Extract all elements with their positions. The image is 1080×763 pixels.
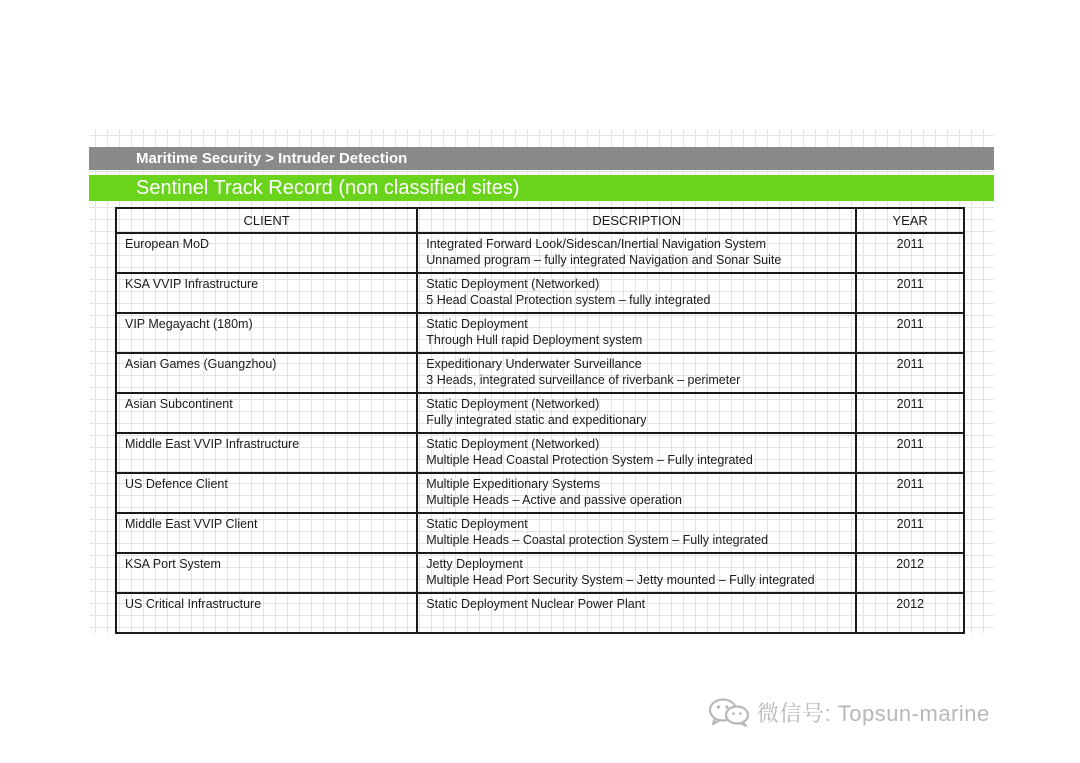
table-row xyxy=(116,593,964,633)
column-header-client: CLIENT xyxy=(116,208,417,233)
watermark xyxy=(707,695,990,729)
description-line: Multiple Expeditionary Systems xyxy=(426,477,600,491)
track-record-table xyxy=(115,207,965,634)
column-header-year: YEAR xyxy=(856,208,964,233)
table-row xyxy=(116,273,964,313)
client-cell: European MoD xyxy=(116,233,417,273)
description-line: Multiple Heads – Coastal protection System – Fully integrated xyxy=(426,533,769,547)
description-cell xyxy=(417,433,856,473)
description-cell xyxy=(417,233,856,273)
description-cell xyxy=(417,273,856,313)
page-title: Sentinel Track Record (non classified sites) xyxy=(89,175,994,201)
description-line: Integrated Forward Look/Sidescan/Inertial Navigation System xyxy=(426,237,767,251)
description-line: Multiple Head Port Security System – Jetty mounted – Fully integrated xyxy=(426,573,815,587)
description-line: Static Deployment Nuclear Power Plant xyxy=(426,597,646,611)
description-line: Expeditionary Underwater Surveillance xyxy=(426,357,642,371)
table-row xyxy=(116,513,964,553)
description-line: Static Deployment xyxy=(426,517,528,531)
year-cell: 2011 xyxy=(856,313,964,353)
description-line: Multiple Heads – Active and passive operation xyxy=(426,493,682,507)
client-cell: Asian Subcontinent xyxy=(116,393,417,433)
description-line: Static Deployment (Networked) xyxy=(426,437,600,451)
description-line: Static Deployment (Networked) xyxy=(426,277,600,291)
client-cell: US Critical Infrastructure xyxy=(116,593,417,633)
year-cell: 2011 xyxy=(856,233,964,273)
table-row xyxy=(116,553,964,593)
client-cell: US Defence Client xyxy=(116,473,417,513)
description-line: Static Deployment (Networked) xyxy=(426,397,600,411)
year-cell: 2012 xyxy=(856,593,964,633)
client-cell: Asian Games (Guangzhou) xyxy=(116,353,417,393)
breadcrumb: Maritime Security > Intruder Detection xyxy=(89,147,994,170)
year-cell: 2011 xyxy=(856,473,964,513)
table-row xyxy=(116,473,964,513)
year-cell: 2012 xyxy=(856,553,964,593)
year-cell: 2011 xyxy=(856,393,964,433)
description-line: Through Hull rapid Deployment system xyxy=(426,333,643,347)
description-line: Multiple Head Coastal Protection System – Fully integrated xyxy=(426,453,753,467)
description-line: 3 Heads, integrated surveillance of riverbank – perimeter xyxy=(426,373,741,387)
client-cell: KSA Port System xyxy=(116,553,417,593)
description-cell xyxy=(417,353,856,393)
client-cell: VIP Megayacht (180m) xyxy=(116,313,417,353)
table-row xyxy=(116,313,964,353)
description-line: Static Deployment xyxy=(426,317,528,331)
table-row xyxy=(116,233,964,273)
year-cell: 2011 xyxy=(856,513,964,553)
table-header-row xyxy=(116,208,964,233)
client-cell: Middle East VVIP Infrastructure xyxy=(116,433,417,473)
year-cell: 2011 xyxy=(856,273,964,313)
client-cell: Middle East VVIP Client xyxy=(116,513,417,553)
year-cell: 2011 xyxy=(856,433,964,473)
table-row xyxy=(116,353,964,393)
table-row xyxy=(116,393,964,433)
description-cell xyxy=(417,553,856,593)
description-cell xyxy=(417,513,856,553)
year-cell: 2011 xyxy=(856,353,964,393)
client-cell: KSA VVIP Infrastructure xyxy=(116,273,417,313)
description-line: Fully integrated static and expeditionary xyxy=(426,413,647,427)
column-header-description: DESCRIPTION xyxy=(417,208,856,233)
description-line: Unnamed program – fully integrated Navigation and Sonar Suite xyxy=(426,253,782,267)
slide-panel xyxy=(89,129,994,633)
description-cell xyxy=(417,313,856,353)
description-cell xyxy=(417,393,856,433)
description-line: 5 Head Coastal Protection system – fully integrated xyxy=(426,293,711,307)
wechat-icon xyxy=(707,697,751,727)
description-cell xyxy=(417,473,856,513)
watermark-text: 微信号: Topsun-marine xyxy=(757,700,990,726)
description-line: Jetty Deployment xyxy=(426,557,523,571)
table-row xyxy=(116,433,964,473)
description-cell xyxy=(417,593,856,633)
